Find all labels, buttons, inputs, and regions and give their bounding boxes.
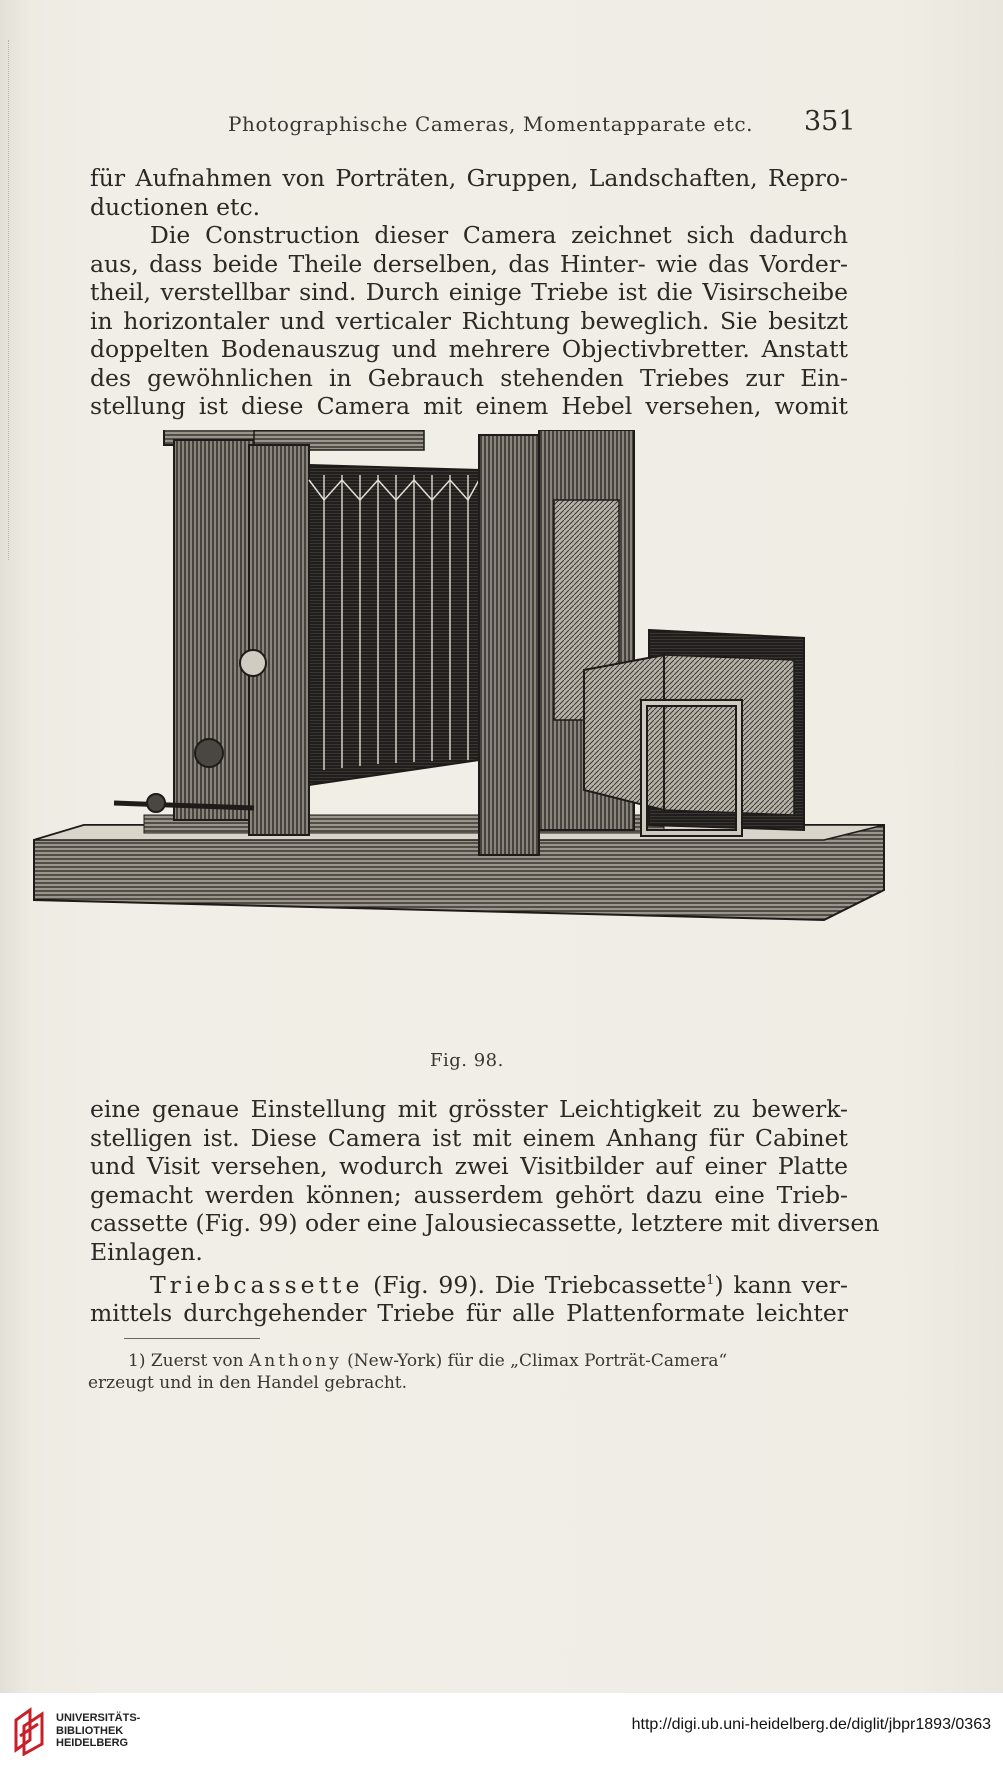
text-line: gemacht werden können; ausserdem gehört dazu eine Trieb- bbox=[90, 1180, 848, 1209]
running-title: Photographische Cameras, Momentapparate etc. bbox=[228, 112, 754, 136]
paragraph-continuation bbox=[90, 164, 848, 221]
text-line: Einlagen. bbox=[90, 1237, 203, 1266]
paragraph-triebcassette bbox=[90, 1267, 848, 1328]
library-logo-icon bbox=[12, 1706, 48, 1756]
text-line: für Aufnahmen von Porträten, Gruppen, Landschaften, Repro- bbox=[90, 164, 848, 192]
spaced-term: Triebcassette bbox=[150, 1270, 364, 1299]
text-line: cassette (Fig. 99) oder eine Jalousiecassette, letztere mit diversen bbox=[90, 1209, 880, 1237]
text-line: Triebcassette (Fig. 99). Die Triebcassette$^1$) kann ver- bbox=[150, 1270, 848, 1299]
page-number: 351 bbox=[804, 106, 856, 137]
text-line: eine genaue Einstellung mit grösster Leichtigkeit zu bewerk- bbox=[90, 1095, 848, 1123]
figure-caption: Fig. 98. bbox=[430, 1050, 504, 1071]
text-line: stellung ist diese Camera mit einem Hebel versehen, womit bbox=[90, 392, 848, 420]
text-line: aus, dass beide Theile derselben, das Hinter- wie das Vorder- bbox=[90, 249, 848, 278]
footnote-name: Anthony bbox=[248, 1351, 342, 1371]
text-line: theil, verstellbar sind. Durch einige Triebe ist die Visirscheibe bbox=[90, 278, 848, 306]
source-url-link[interactable]: http://digi.ub.uni-heidelberg.de/diglit/jbpr1893/0363 bbox=[631, 1716, 991, 1733]
footnote: 1) Zuerst von Anthony (New-York) für die „Climax Porträt-Camera“ erzeugt und in den Handel gebracht. bbox=[88, 1350, 850, 1394]
text-line: ductionen etc. bbox=[90, 192, 261, 221]
paragraph-construction bbox=[90, 221, 848, 421]
camera-illustration bbox=[24, 430, 904, 1035]
library-name: UNIVERSITÄTS- BIBLIOTHEK HEIDELBERG bbox=[56, 1712, 141, 1749]
footnote-marker: 1) bbox=[128, 1351, 146, 1371]
footnote-rule bbox=[124, 1338, 260, 1339]
text-line: und Visit versehen, wodurch zwei Visitbilder auf einer Platte bbox=[90, 1152, 848, 1180]
margin-marks bbox=[8, 40, 15, 560]
footnote-reference: 1 bbox=[706, 1273, 715, 1288]
text-line: stelligen ist. Diese Camera ist mit einem Anhang für Cabinet bbox=[90, 1123, 848, 1152]
paragraph-adjustment bbox=[90, 1095, 880, 1266]
text-line: Die Construction dieser Camera zeichnet sich dadurch bbox=[150, 221, 848, 249]
text-line: in horizontaler und verticaler Richtung beweglich. Sie besitzt bbox=[90, 306, 848, 335]
text-line: mittels durchgehender Triebe für alle Plattenformate leichter bbox=[90, 1299, 848, 1328]
footnote-line: erzeugt und in den Handel gebracht. bbox=[88, 1373, 408, 1393]
text-line: des gewöhnlichen in Gebrauch stehenden Triebes zur Ein- bbox=[90, 363, 848, 392]
text-line: doppelten Bodenauszug und mehrere Objectivbretter. Anstatt bbox=[90, 335, 848, 363]
